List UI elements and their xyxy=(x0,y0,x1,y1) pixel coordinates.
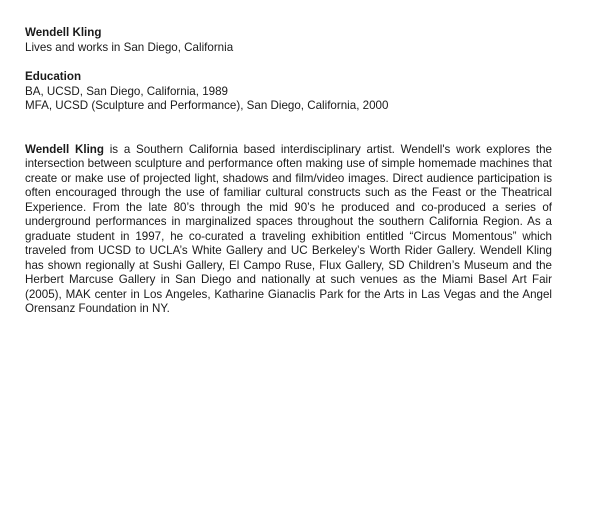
degree-mfa: MFA, UCSD (Sculpture and Performance), San Diego, California, 2000 xyxy=(25,99,389,112)
artist-name: Wendell Kling xyxy=(25,26,102,39)
bio-paragraph xyxy=(25,143,552,317)
artist-bio-page xyxy=(25,26,552,317)
bio-lead-name: Wendell Kling xyxy=(25,142,104,156)
bio-text: is a Southern California based interdisciplinary artist. Wendell's work explores the intersection between sculpture and performance often making use of simple homemade machines that create or make use of projected light, shadows and film/video images. Direct audience participation is often encouraged through the use of familiar cultural constructs such as the Feast or the Theatrical Experience. From the late 80’s through the mid 90’s he produced and co-produced a series of underground performances in marginalized spaces throughout the southern California Region. As a graduate student in 1997, he co-curated a traveling exhibition entitled “Circus Momentous” which traveled from UCSD to UCLA’s White Gallery and UC Berkeley’s Worth Rider Gallery. Wendell Kling has shown regionally at Sushi Gallery, El Campo Ruse, Flux Gallery, SD Children’s Museum and the Herbert Marcuse Gallery in San Diego and nationally at such venues as the Miami Basel Art Fair (2005), MAK center in Los Angeles, Katharine Gianaclis Park for the Arts in Las Vegas and the Angel Orensanz Foundation in NY. xyxy=(25,142,553,315)
degree-ba: BA, UCSD, San Diego, California, 1989 xyxy=(25,84,228,98)
artist-location: Lives and works in San Diego, California xyxy=(25,40,234,54)
education-heading: Education xyxy=(25,70,82,83)
